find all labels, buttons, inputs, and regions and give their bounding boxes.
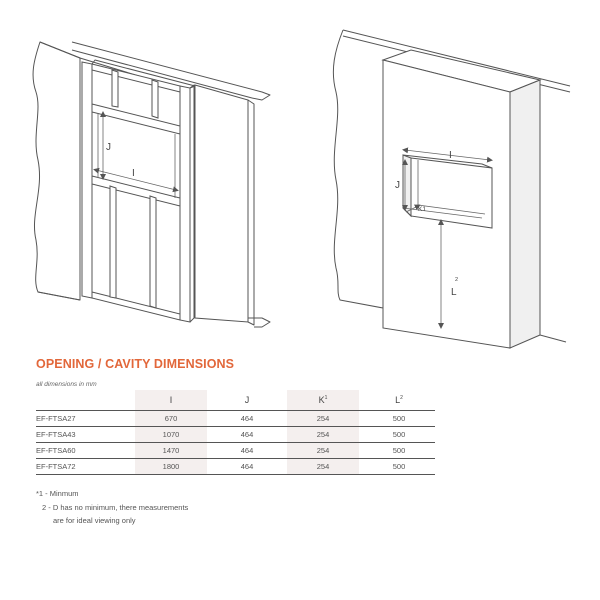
l-cell: 500 [363, 443, 435, 459]
right-l-label: L [451, 287, 457, 298]
i-cell: 1800 [135, 459, 207, 475]
l-cell: 500 [363, 427, 435, 443]
j-cell: 464 [211, 411, 283, 427]
header-l: $L^2$ [395, 395, 403, 405]
left-i-label: I [132, 168, 135, 179]
header-j: J [244, 395, 250, 405]
model-cell: EF-FTSA72 [36, 459, 135, 475]
right-j-label: J [395, 180, 400, 191]
section-title: OPENING / CAVITY DIMENSIONS [36, 357, 235, 371]
table-row [36, 411, 435, 427]
table-row [36, 459, 435, 475]
footnote-2: 2 - D has no minimum, there measurements [42, 502, 189, 512]
k-cell: 254 [287, 411, 359, 427]
wall-outline-right [333, 30, 383, 308]
j-cell: 464 [211, 443, 283, 459]
header-model [36, 390, 135, 411]
wall-panel-outline [33, 42, 80, 300]
table-header-row [36, 390, 435, 411]
left-j-label: J [106, 142, 111, 153]
model-cell: EF-FTSA60 [36, 443, 135, 459]
dimensions-table [36, 390, 435, 475]
i-cell: 1470 [135, 443, 207, 459]
right-i-label: I [449, 150, 452, 161]
section-subtitle: all dimensions in mm [36, 381, 97, 388]
right-k-label: K1 [418, 206, 426, 213]
table-row [36, 427, 435, 443]
l-cell: 500 [363, 459, 435, 475]
footnotes [36, 487, 188, 528]
model-cell: EF-FTSA27 [36, 411, 135, 427]
model-cell: EF-FTSA43 [36, 427, 135, 443]
right-l-footnote-mark: 2 [455, 277, 459, 283]
k-cell: 254 [287, 427, 359, 443]
header-i: I [135, 390, 207, 411]
footnote-1: *1 - Minmum [36, 489, 79, 498]
i-cell: 1070 [135, 427, 207, 443]
table-row [36, 443, 435, 459]
j-cell: 464 [211, 459, 283, 475]
k-cell: 254 [287, 443, 359, 459]
j-cell: 464 [211, 427, 283, 443]
i-cell: 670 [135, 411, 207, 427]
cavity-box-drawing [333, 30, 570, 348]
header-k: $K^1$ [287, 390, 359, 411]
l-cell: 500 [363, 411, 435, 427]
k-cell: 254 [287, 459, 359, 475]
footnote-2-cont: are for ideal viewing only [53, 516, 136, 525]
stud-frame-drawing [33, 42, 270, 327]
